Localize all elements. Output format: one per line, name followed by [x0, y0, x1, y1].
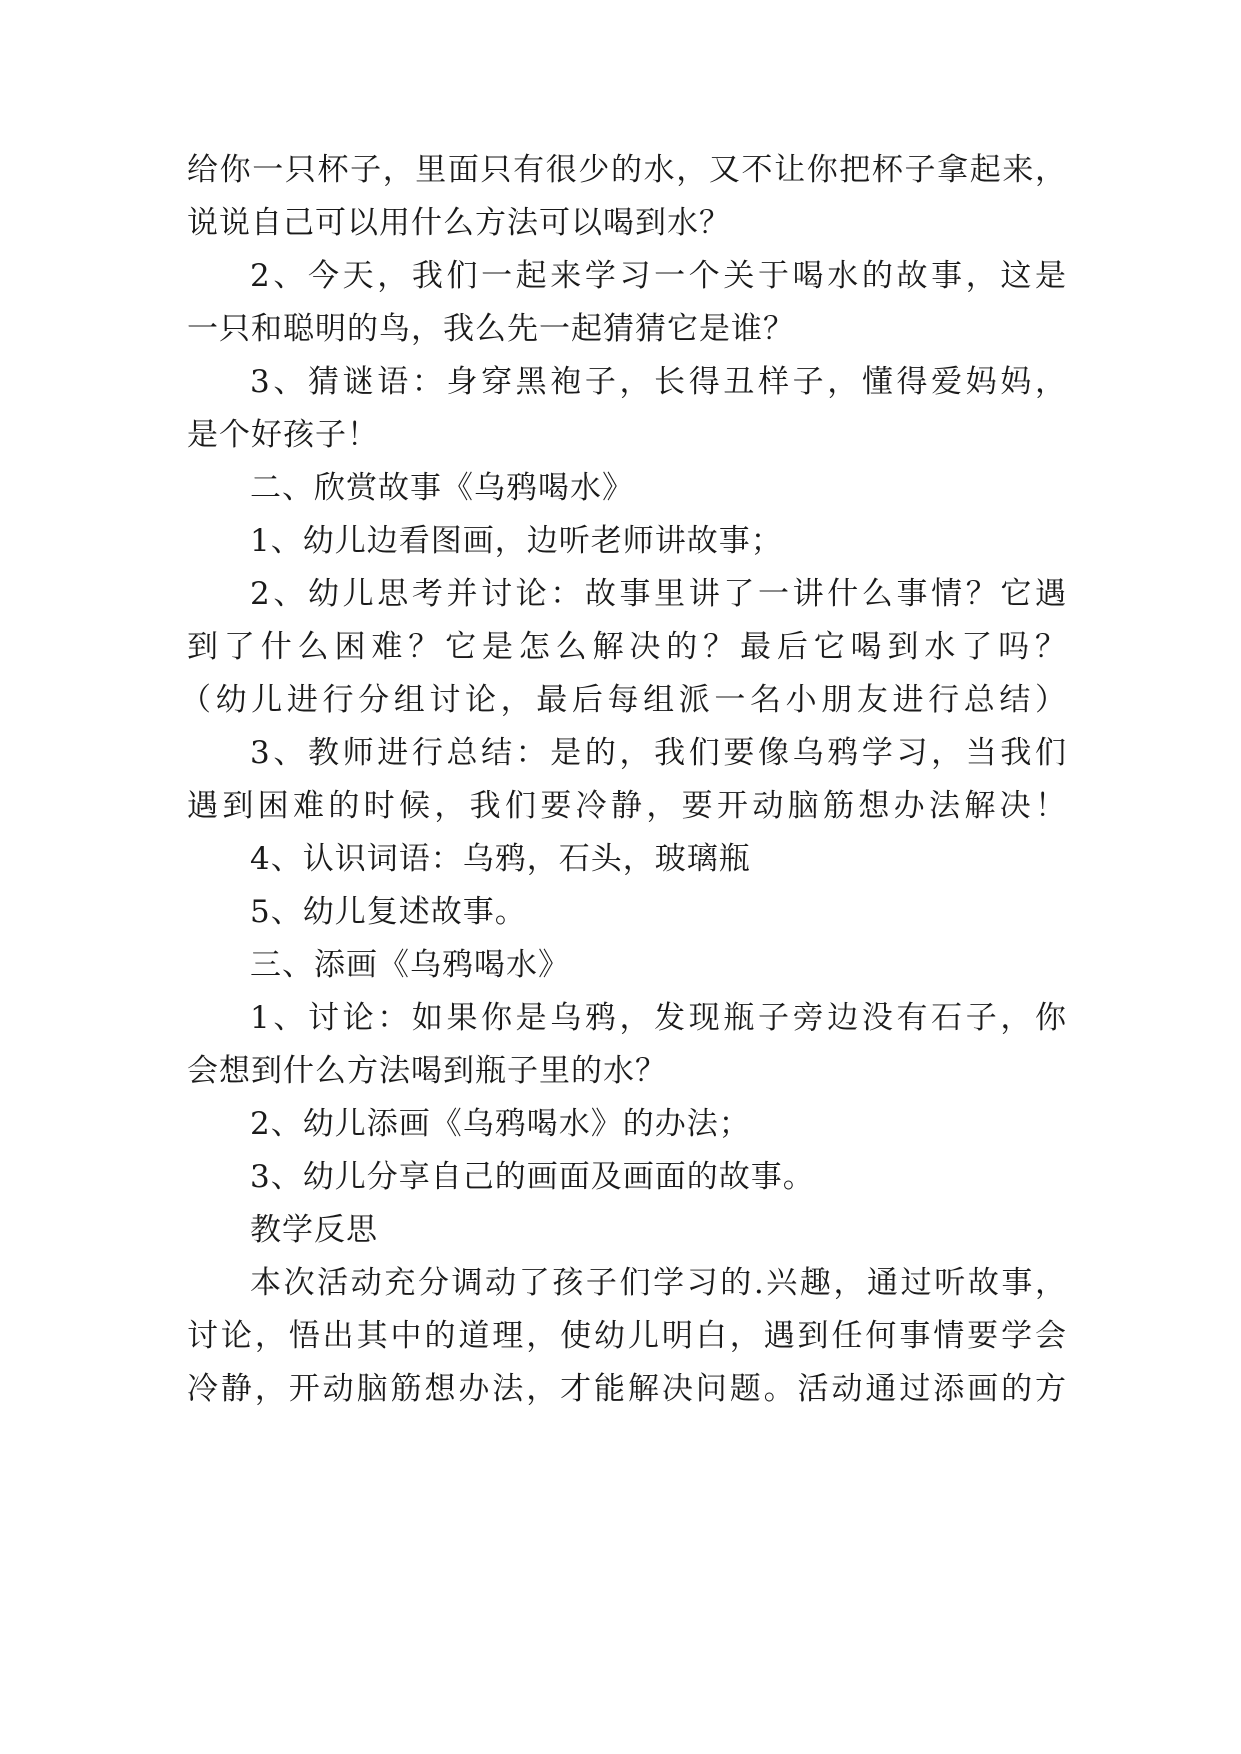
- text-line: 3、猜谜语：身穿黑袍子，长得丑样子，懂得爱妈妈，: [250, 364, 1067, 400]
- text-line: 2、幼儿添画《乌鸦喝水》的办法；: [250, 1106, 751, 1142]
- section-heading: 二、欣赏故事《乌鸦喝水》: [250, 470, 634, 506]
- text-line: 是个好孩子！: [187, 417, 379, 453]
- text-line: 4、认识词语：乌鸦，石头，玻璃瓶: [250, 841, 751, 877]
- section-heading: 三、添画《乌鸦喝水》: [250, 947, 570, 983]
- text-line: 一只和聪明的鸟，我么先一起猜猜它是谁？: [187, 311, 795, 347]
- text-line: 本次活动充分调动了孩子们学习的.兴趣，通过听故事，: [250, 1265, 1067, 1301]
- text-line: 1、讨论：如果你是乌鸦，发现瓶子旁边没有石子，你: [250, 1000, 1067, 1036]
- text-line: 3、教师进行总结：是的，我们要像乌鸦学习，当我们: [250, 735, 1067, 771]
- text-line: 会想到什么方法喝到瓶子里的水？: [187, 1053, 667, 1089]
- text-line: 给你一只杯子，里面只有很少的水，又不让你把杯子拿起来，: [187, 152, 1067, 188]
- text-line: 1、幼儿边看图画，边听老师讲故事；: [250, 523, 783, 559]
- text-line: 到了什么困难？它是怎么解决的？最后它喝到水了吗？: [187, 629, 1067, 665]
- text-line: 说说自己可以用什么方法可以喝到水？: [187, 205, 731, 241]
- text-line: 5、幼儿复述故事。: [250, 894, 527, 930]
- text-line: 3、幼儿分享自己的画面及画面的故事。: [250, 1159, 815, 1195]
- text-line: 2、今天，我们一起来学习一个关于喝水的故事，这是: [250, 258, 1067, 294]
- text-line: （幼儿进行分组讨论，最后每组派一名小朋友进行总结）: [180, 682, 1067, 718]
- text-line: 冷静，开动脑筋想办法，才能解决问题。活动通过添画的方: [187, 1371, 1067, 1407]
- section-heading: 教学反思: [250, 1212, 378, 1248]
- text-line: 2、幼儿思考并讨论：故事里讲了一讲什么事情？它遇: [250, 576, 1067, 612]
- text-line: 遇到困难的时候，我们要冷静，要开动脑筋想办法解决！: [187, 788, 1067, 824]
- text-line: 讨论，悟出其中的道理，使幼儿明白，遇到任何事情要学会: [187, 1318, 1067, 1354]
